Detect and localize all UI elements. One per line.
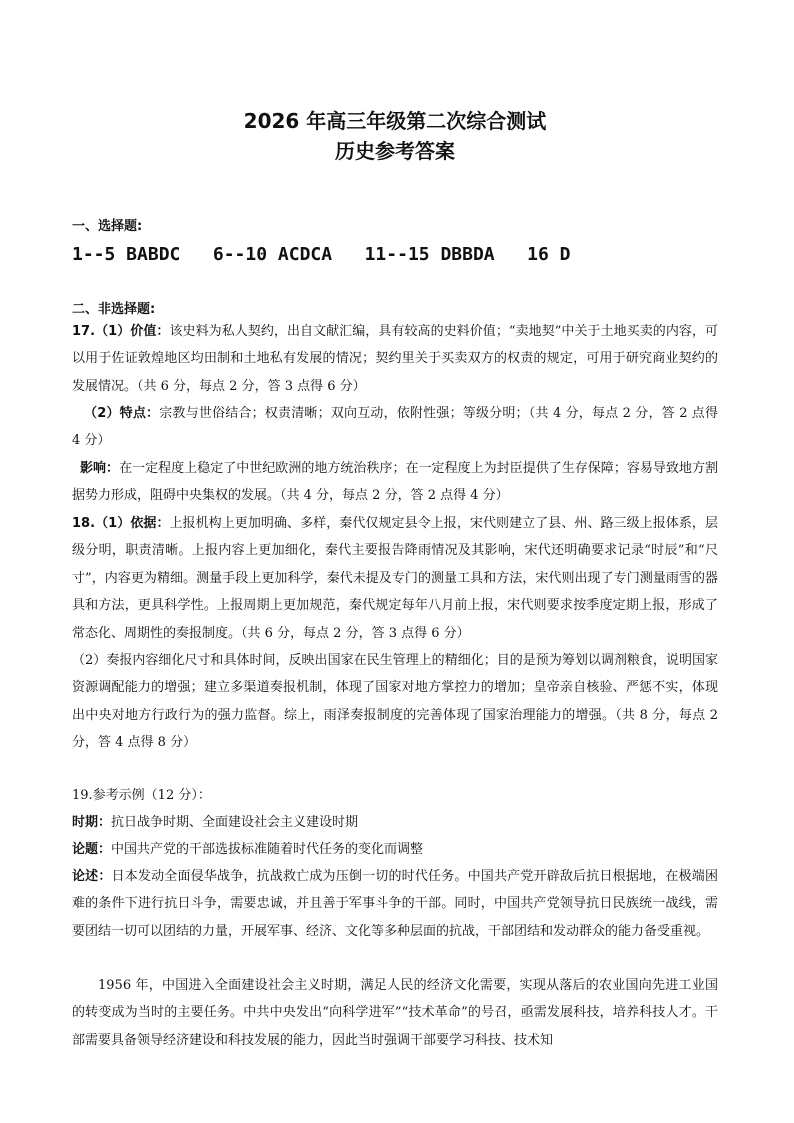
q19-period-label: 时期： bbox=[72, 815, 112, 830]
q19-argument-text: 日本发动全面侵华战争，抗战救亡成为压倒一切的时代任务。中国共产党开辟敌后抗日根据地，在极端困难的条件下进行抗日斗争，需要忠诚，并且善于军事斗争的干部。同时，中国共产党领导抗日民族统一战线，需要团结一切可以团结的力量，开展军事、经济、文化等多种层面的抗战，干部团结和发动群众的能力备受重视。 bbox=[72, 869, 718, 939]
q19-thesis-text: 中国共产党的干部选拔标准随着时代任务的变化而调整 bbox=[111, 842, 424, 857]
q19-paragraph-1956: 1956 年，中国进入全面建设社会主义时期，满足人民的经济文化需要，实现从落后的农业国向先进工业国的转变成为当时的主要任务。中共中央发出“向科学进军”“技术革命”的号召，亟需发展科技，培养科技人才。干部需要具备领导经济建设和科技发展的能力，因此当时强调干部要学习科技、技术知 bbox=[72, 978, 718, 1048]
section-one-heading: 一、选择题: bbox=[72, 219, 143, 234]
multiple-choice-answers: 1--5 BABDC 6--10 ACDCA 11--15 DBBDA 16 D bbox=[72, 244, 571, 265]
document-subtitle: 历史参考答案 bbox=[335, 139, 455, 163]
q17-part2 bbox=[72, 400, 718, 455]
q17-part1-text: 该史料为私人契约，出自文献汇编，具有较高的史料价值；“卖地契”中关于土地买卖的内容，可以用于佐证敦煌地区均田制和土地私有发展的情况；契约里关于买卖双方的权责的规定，可用于研究商业契约的发展情况。（共 6 分，每点 2 分，答 3 点得 6 分） bbox=[72, 324, 719, 394]
q19-intro: 19.参考示例（12 分）： bbox=[72, 788, 211, 803]
q19-argument-label: 论述： bbox=[72, 869, 112, 884]
q19-thesis bbox=[72, 836, 718, 863]
q19-thesis-label: 论题： bbox=[72, 842, 112, 857]
q19-period-text: 抗日战争时期、全面建设社会主义建设时期 bbox=[111, 815, 359, 830]
q19-period bbox=[72, 809, 718, 836]
q17-part2-label: （2）特点： bbox=[84, 406, 160, 421]
q19-argument bbox=[72, 863, 718, 945]
q18-part1-label: 18.（1）依据： bbox=[72, 516, 170, 531]
q17-part1-label: 17.（1）价值： bbox=[72, 324, 170, 339]
q18-part1-text: 上报机构上更加明确、多样，秦代仅规定县令上报，宋代则建立了县、州、路三级上报体系，层级分明，职责清晰。上报内容上更加细化，秦代主要报告降雨情况及其影响，宋代还明确要求记录“时辰”和“尺寸”，内容更为精细。测量手段上更加科学，秦代未提及专门的测量工具和方法，宋代则出现了专门测量雨雪的器具和方法，更具科学性。上报周期上更加规范，秦代规定每年八月前上报，宋代则要求按季度定期上报，形成了常态化、周期性的奏报制度。（共 6 分，每点 2 分，答 3 点得 6 分） bbox=[72, 516, 718, 641]
document-title: 2026 年高三年级第二次综合测试 bbox=[243, 109, 547, 133]
q17-part1 bbox=[72, 318, 718, 400]
q17-part3-text: 在一定程度上稳定了中世纪欧洲的地方统治秩序；在一定程度上为封臣提供了生存保障；容易导致地方割据势力形成，阻碍中央集权的发展。（共 4 分，每点 2 分，答 2 点得 4 分） bbox=[72, 461, 718, 504]
q17-part3 bbox=[72, 455, 718, 510]
q17-part3-label: 影响： bbox=[80, 461, 120, 476]
section-two-heading: 二、非选择题: bbox=[72, 302, 156, 317]
q18-part2 bbox=[72, 647, 718, 757]
q17-part2-text: 宗教与世俗结合；权责清晰；双向互动，依附性强；等级分明；（共 4 分，每点 2 分，答 2 点得 4 分） bbox=[72, 406, 719, 449]
q18-part1 bbox=[72, 510, 718, 647]
q18-part2-text: （2）奏报内容细化尺寸和具体时间，反映出国家在民生管理上的精细化；目的是预为筹划以调剂粮食，说明国家资源调配能力的增强；建立多渠道奏报机制，体现了国家对地方掌控力的增加；皇帝亲自核验、严惩不实，体现出中央对地方行政行为的强力监督。综上，雨泽奏报制度的完善体现了国家治理能力的增强。（共 8 分，每点 2 分，答 4 点得 8 分） bbox=[72, 653, 718, 751]
